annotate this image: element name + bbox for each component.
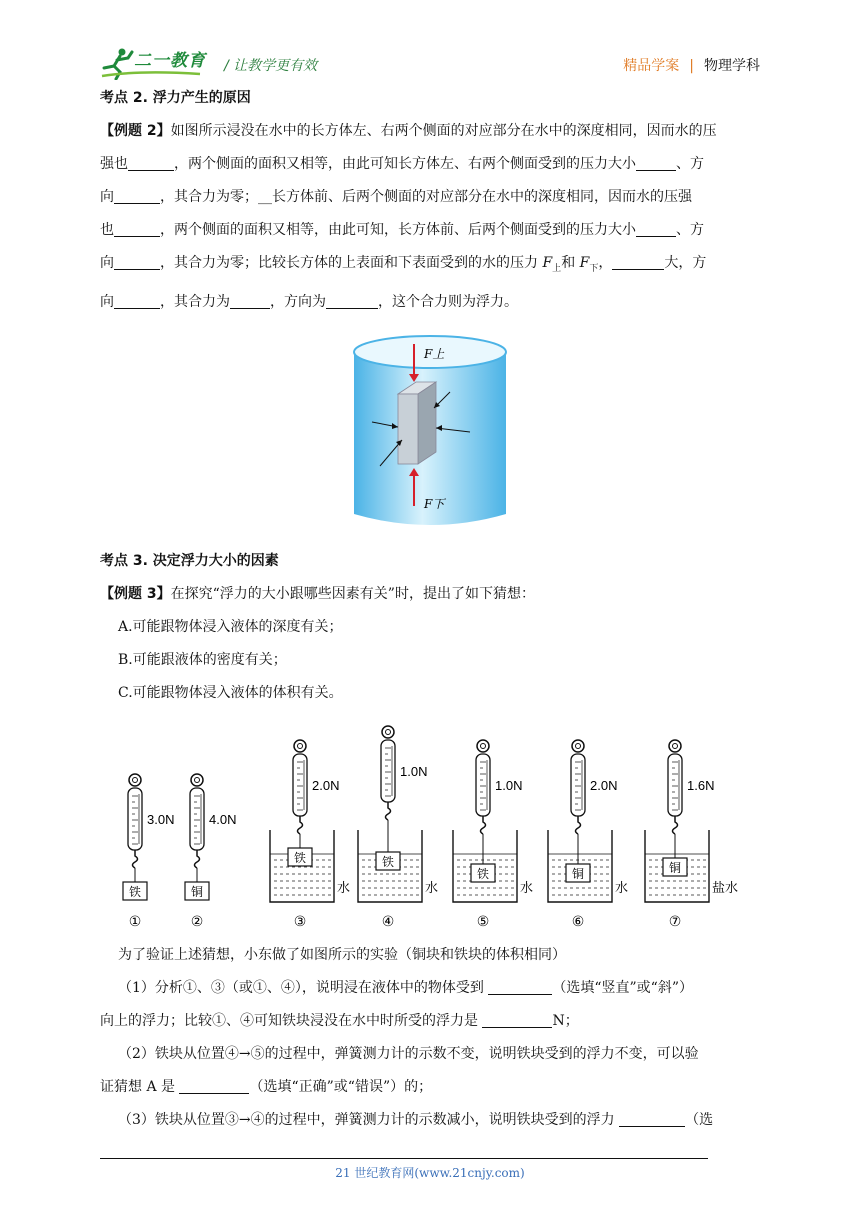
liquid-label: 水 xyxy=(615,881,629,896)
ex2-line-2 xyxy=(100,148,765,181)
figure-spring-scales xyxy=(105,722,765,934)
scale-hook xyxy=(133,850,138,868)
ex2-line-3 xyxy=(100,181,765,214)
scale-ring xyxy=(669,740,681,752)
guess-b: B.可能跟液体的密度有关； xyxy=(118,652,287,668)
ex2-text-6b: ，其合力为 xyxy=(160,293,230,310)
header-label-1: 精品学案 xyxy=(623,58,680,74)
ex2-text-3a: 向 xyxy=(100,189,114,205)
ex2-text-6d: ，这个合力则为浮力。 xyxy=(378,293,518,310)
ex2-text-2c: 、方 xyxy=(676,156,704,172)
block-label: 铁 xyxy=(128,885,142,899)
scale-reading: 2.0N xyxy=(312,778,340,793)
liquid-label: 水 xyxy=(425,881,439,896)
blank[interactable] xyxy=(636,220,676,237)
header-subject xyxy=(623,55,760,75)
q1-text-c: 向上的浮力；比较①、④可知铁块浸没在水中时所受的浮力是 xyxy=(100,1013,478,1029)
ex2-text-5d: 大，方 xyxy=(664,255,707,271)
scale-hook xyxy=(195,850,200,868)
q3-text-a: （3）铁块从位置③→④的过程中，弹簧测力计的示数减小，说明铁块受到的浮力 xyxy=(118,1112,615,1128)
liquid-label: 水 xyxy=(520,881,534,896)
scale-ring xyxy=(191,774,203,786)
blank[interactable] xyxy=(114,187,160,204)
blank[interactable] xyxy=(114,220,160,237)
q3-line-1 xyxy=(100,1104,765,1137)
scale-body xyxy=(381,740,395,802)
q1-line-1 xyxy=(100,972,765,1005)
q2-line-2 xyxy=(100,1071,765,1104)
scale-body xyxy=(476,754,490,816)
scale-body xyxy=(190,788,204,850)
slogan: / 让教学更有效 xyxy=(224,58,318,74)
position-number: ⑤ xyxy=(476,914,490,930)
block-label: 铁 xyxy=(381,855,395,869)
force-symbol: F xyxy=(579,255,590,271)
figure-block-in-water xyxy=(348,330,512,536)
ex2-text-2b: ，两个侧面的面积又相等，由此可知长方体左、右两个侧面受到的压力大小 xyxy=(174,156,636,172)
scale-body xyxy=(668,754,682,816)
ex2-text-5b: ，其合力为零；比较长方体的上表面和下表面受到的水的压力 xyxy=(160,255,538,271)
scale-hook xyxy=(386,802,391,820)
scale-ring xyxy=(477,740,489,752)
label-f-bottom: F下 xyxy=(424,497,445,511)
q2-text-c: （选填“正确”或“错误”）的； xyxy=(249,1079,433,1095)
scale-ring xyxy=(382,726,394,738)
blank[interactable] xyxy=(326,292,378,309)
header-label-2: 物理学科 xyxy=(704,58,760,74)
subscript-up: 上 xyxy=(552,263,562,274)
logo-text: 二一教育 xyxy=(134,51,206,71)
q1-text-d: N； xyxy=(552,1013,579,1029)
ex2-text-5a: 向 xyxy=(100,255,114,271)
q1-line-2 xyxy=(100,1005,765,1038)
scale-ring xyxy=(129,774,141,786)
position-number: ⑦ xyxy=(668,914,682,930)
guess-a: A.可能跟物体浸入液体的深度有关； xyxy=(118,619,343,635)
ex2-text-6a: 向 xyxy=(100,293,114,310)
footer-rule xyxy=(100,1158,708,1159)
ex2-text-6c: ，方向为 xyxy=(270,293,326,310)
footer-text: 21 世纪教育网(www.21cnjy.com) xyxy=(335,1166,525,1180)
ex2-line-5 xyxy=(100,247,765,286)
block-label: 铜 xyxy=(571,867,585,881)
ex2-text-3b: ，其合力为零；__长方体前、后两个侧面的对应部分在水中的深度相同，因而水的压强 xyxy=(160,189,692,205)
blank[interactable] xyxy=(128,154,174,171)
scale-reading: 1.6N xyxy=(687,778,715,793)
q1-text-a: （1）分析①、③（或①、④），说明浸在液体中的物体受到 xyxy=(118,980,484,996)
blank[interactable] xyxy=(179,1077,249,1094)
blank[interactable] xyxy=(114,253,160,270)
scale-reading: 4.0N xyxy=(209,812,237,827)
liquid-label: 盐水 xyxy=(712,881,739,896)
scale-ring xyxy=(294,740,306,752)
scale-reading: 3.0N xyxy=(147,812,175,827)
page-header xyxy=(100,40,760,80)
ex2-text-2a: 强也 xyxy=(100,156,128,172)
q3-text-b: （选 xyxy=(685,1112,714,1128)
subscript-down: 下 xyxy=(589,263,599,274)
blank[interactable] xyxy=(488,978,552,995)
example-2 xyxy=(100,115,765,319)
scale-hook xyxy=(673,816,678,834)
liquid-label: 水 xyxy=(337,881,351,896)
guess-c: C.可能跟物体浸入液体的体积有关。 xyxy=(118,685,343,701)
force-symbol: F xyxy=(542,255,553,271)
q2-line-1: （2）铁块从位置④→⑤的过程中，弹簧测力计的示数不变，说明铁块受到的浮力不变，可以验 xyxy=(118,1046,699,1062)
scale-body xyxy=(571,754,585,816)
block-label: 铜 xyxy=(190,885,204,899)
ex2-and: 和 xyxy=(561,255,576,271)
ex2-label: 【例题 2】 xyxy=(100,123,171,139)
example-3 xyxy=(100,578,765,710)
verify-text: 为了验证上述猜想，小东做了如图所示的实验（铜块和铁块的体积相同） xyxy=(118,947,566,963)
blank[interactable] xyxy=(612,253,664,270)
ex2-line-4 xyxy=(100,214,765,247)
position-number: ① xyxy=(128,914,142,930)
blank[interactable] xyxy=(482,1011,552,1028)
label-f-top: F上 xyxy=(424,347,445,361)
position-number: ② xyxy=(190,914,204,930)
position-number: ③ xyxy=(293,914,307,930)
position-number: ⑥ xyxy=(571,914,585,930)
ex2-text-4c: 、方 xyxy=(676,222,704,238)
blank[interactable] xyxy=(230,292,270,309)
ex2-text-4b: ，两个侧面的面积又相等，由此可知，长方体前、后两个侧面受到的压力大小 xyxy=(160,222,636,238)
blank[interactable] xyxy=(636,154,676,171)
ex2-line-1 xyxy=(100,115,765,148)
scale-body xyxy=(128,788,142,850)
ex3-line-1 xyxy=(100,578,765,611)
scale-body xyxy=(293,754,307,816)
scale-reading: 2.0N xyxy=(590,778,618,793)
scale-ring xyxy=(572,740,584,752)
header-separator: | xyxy=(689,58,694,74)
scale-hook xyxy=(576,816,581,834)
scale-hook xyxy=(481,816,486,834)
ex3-label: 【例题 3】 xyxy=(100,586,171,602)
scale-reading: 1.0N xyxy=(495,778,523,793)
questions xyxy=(100,939,765,1137)
block-label: 铁 xyxy=(476,867,490,881)
ex2-line-6 xyxy=(100,286,765,319)
ex2-text-1: 如图所示浸没在水中的长方体左、右两个侧面的对应部分在水中的深度相同，因而水的压 xyxy=(170,123,717,139)
q2-text-b: 证猜想 A 是 xyxy=(100,1079,176,1095)
q1-text-b: （选填“竖直”或“斜”） xyxy=(552,980,693,996)
ex2-text-4a: 也 xyxy=(100,222,114,238)
blank[interactable] xyxy=(619,1110,685,1127)
position-number: ④ xyxy=(381,914,395,930)
ex3-text-1: 在探究“浮力的大小跟哪些因素有关”时，提出了如下猜想： xyxy=(170,586,535,602)
section-2-title: 考点 2. 浮力产生的原因 xyxy=(100,90,251,106)
ex2-text-5c: ， xyxy=(598,255,613,271)
blank[interactable] xyxy=(114,292,160,309)
block-label: 铁 xyxy=(293,851,307,865)
scale-hook xyxy=(298,816,303,834)
section-3-title: 考点 3. 决定浮力大小的因素 xyxy=(100,553,279,569)
block-label: 铜 xyxy=(668,861,682,875)
scale-reading: 1.0N xyxy=(400,764,428,779)
